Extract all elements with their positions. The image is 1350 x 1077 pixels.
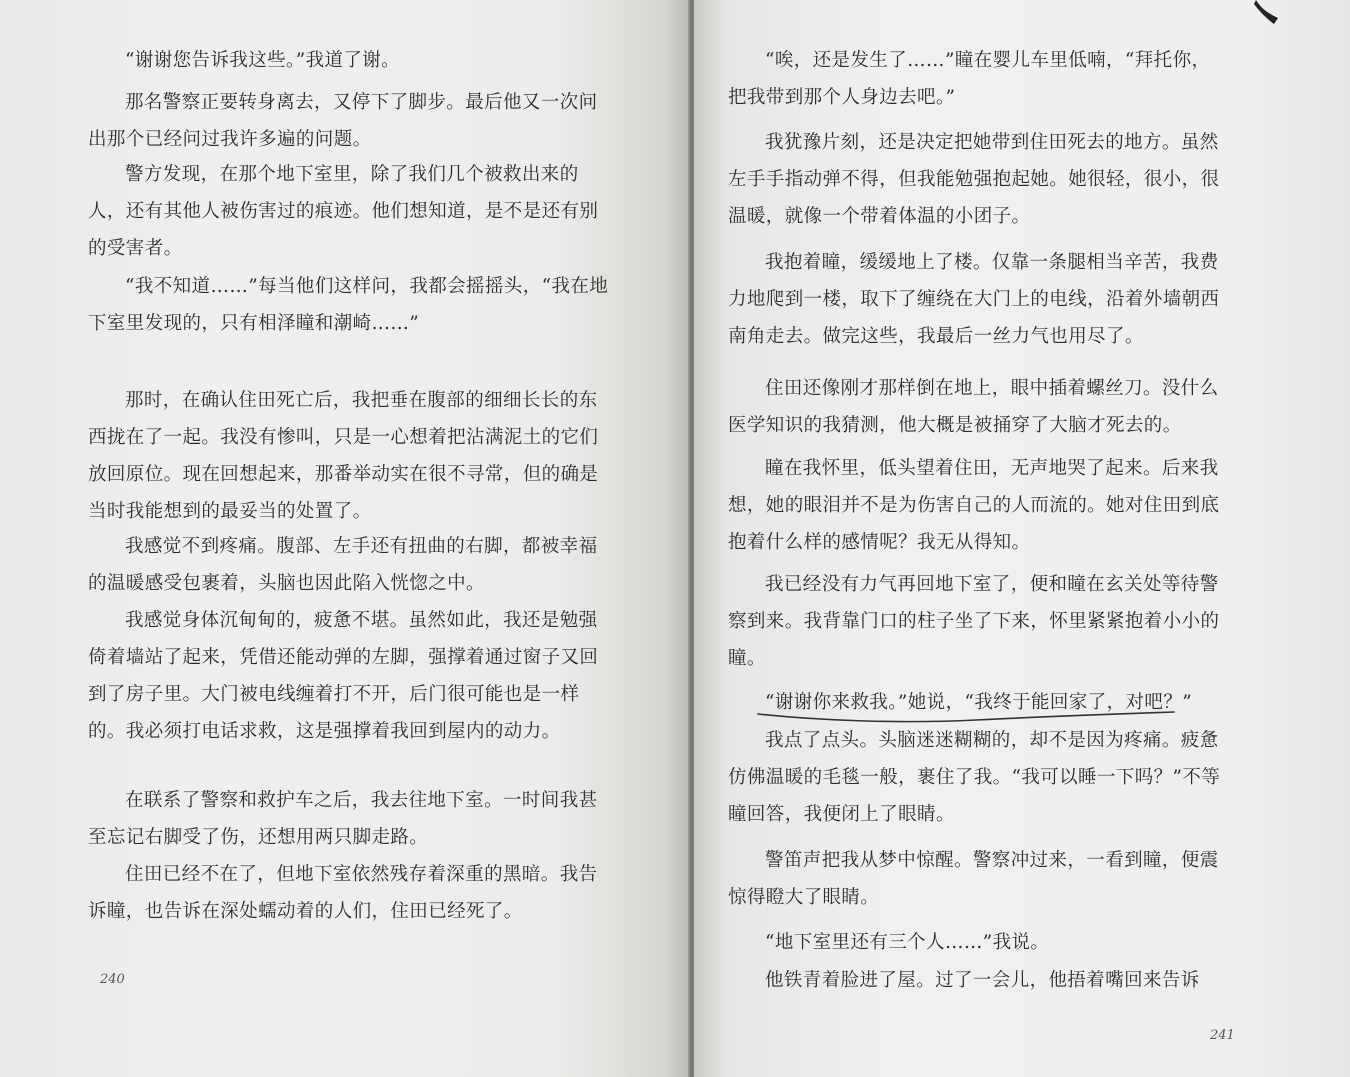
right-paragraph-7: “谢谢你来救我。”她说，“我终于能回家了，对吧？”	[765, 692, 1193, 713]
left-paragraph-8: 在联系了警察和救护车之后，我去往地下室。一时间我甚至忘记右脚受了伤，还想用两只脚走路。	[88, 790, 598, 848]
left-paragraph-7: 我感觉身体沉甸甸的，疲惫不堪。虽然如此，我还是勉强倚着墙站了起来，凭借还能动弹的左脚，强撑着通过窗子又回到了房子里。大门被电线缠着打不开，后门很可能也是一样的。我必须打电话求救，这是强撑着我回到屋内的动力。	[88, 610, 599, 742]
right-paragraph-2: 我犹豫片刻，还是决定把她带到住田死去的地方。虽然左手手指动弹不得，但我能勉强抱起她。她很轻，很小，很温暖，就像一个带着体温的小团子。	[728, 132, 1220, 227]
left-paragraph-4: “我不知道……”每当他们这样问，我都会摇摇头，“我在地下室里发现的，只有相泽瞳和潮崎……”	[88, 276, 609, 334]
left-paragraph-1: “谢谢您告诉我这些。”我道了谢。	[125, 50, 401, 71]
right-page	[694, 0, 1350, 1077]
left-paragraph-9: 住田已经不在了，但地下室依然残存着深重的黑暗。我告诉瞳，也告诉在深处蠕动着的人们，住田已经死了。	[88, 864, 598, 922]
left-paragraph-2: 那名警察正要转身离去，又停下了脚步。最后他又一次问出那个已经问过我许多遍的问题。	[88, 92, 598, 150]
right-paragraph-1: “唉，还是发生了……”瞳在婴儿车里低喃，“拜托你，把我带到那个人身边去吧。”	[728, 50, 1211, 108]
right-paragraph-11: 他铁青着脸进了屋。过了一会儿，他捂着嘴回来告诉	[765, 970, 1200, 991]
right-paragraph-6: 我已经没有力气再回地下室了，便和瞳在玄关处等待警察到来。我背靠门口的柱子坐了下来，怀里紧紧抱着小小的瞳。	[728, 574, 1220, 669]
right-page-number: 241	[1210, 1028, 1235, 1043]
left-paragraph-6: 我感觉不到疼痛。腹部、左手还有扭曲的右脚，都被幸福的温暖感受包裹着，头脑也因此陷入恍惚之中。	[88, 536, 598, 594]
right-paragraph-9: 警笛声把我从梦中惊醒。警察冲过来，一看到瞳，便震惊得瞪大了眼睛。	[728, 850, 1219, 908]
right-paragraph-8: 我点了点头。头脑迷迷糊糊的，却不是因为疼痛。疲惫仿佛温暖的毛毯一般，裹住了我。“我可以睡一下吗？”不等瞳回答，我便闭上了眼睛。	[728, 730, 1221, 825]
right-paragraph-10: “地下室里还有三个人……”我说。	[765, 932, 1050, 953]
left-page-number: 240	[100, 972, 125, 987]
right-paragraph-3: 我抱着瞳，缓缓地上了楼。仅靠一条腿相当辛苦，我费力地爬到一楼，取下了缠绕在大门上的电线，沿着外墙朝西南角走去。做完这些，我最后一丝力气也用尽了。	[728, 252, 1220, 347]
right-paragraph-5: 瞳在我怀里，低头望着住田，无声地哭了起来。后来我想，她的眼泪并不是为伤害自己的人而流的。她对住田到底抱着什么样的感情呢？我无从得知。	[728, 458, 1220, 553]
ink-mark-icon	[1252, 0, 1282, 26]
left-paragraph-5: 那时，在确认住田死亡后，我把垂在腹部的细细长长的东西拢在了一起。我没有惨叫，只是一心想着把沾满泥土的它们放回原位。现在回想起来，那番举动实在很不寻常，但的确是当时我能想到的最妥当的处置了。	[88, 390, 599, 522]
left-paragraph-3: 警方发现，在那个地下室里，除了我们几个被救出来的人，还有其他人被伤害过的痕迹。他们想知道，是不是还有别的受害者。	[88, 164, 599, 259]
right-paragraph-4: 住田还像刚才那样倒在地上，眼中插着螺丝刀。没什么医学知识的我猜测，他大概是被捅穿了大脑才死去的。	[728, 378, 1219, 436]
